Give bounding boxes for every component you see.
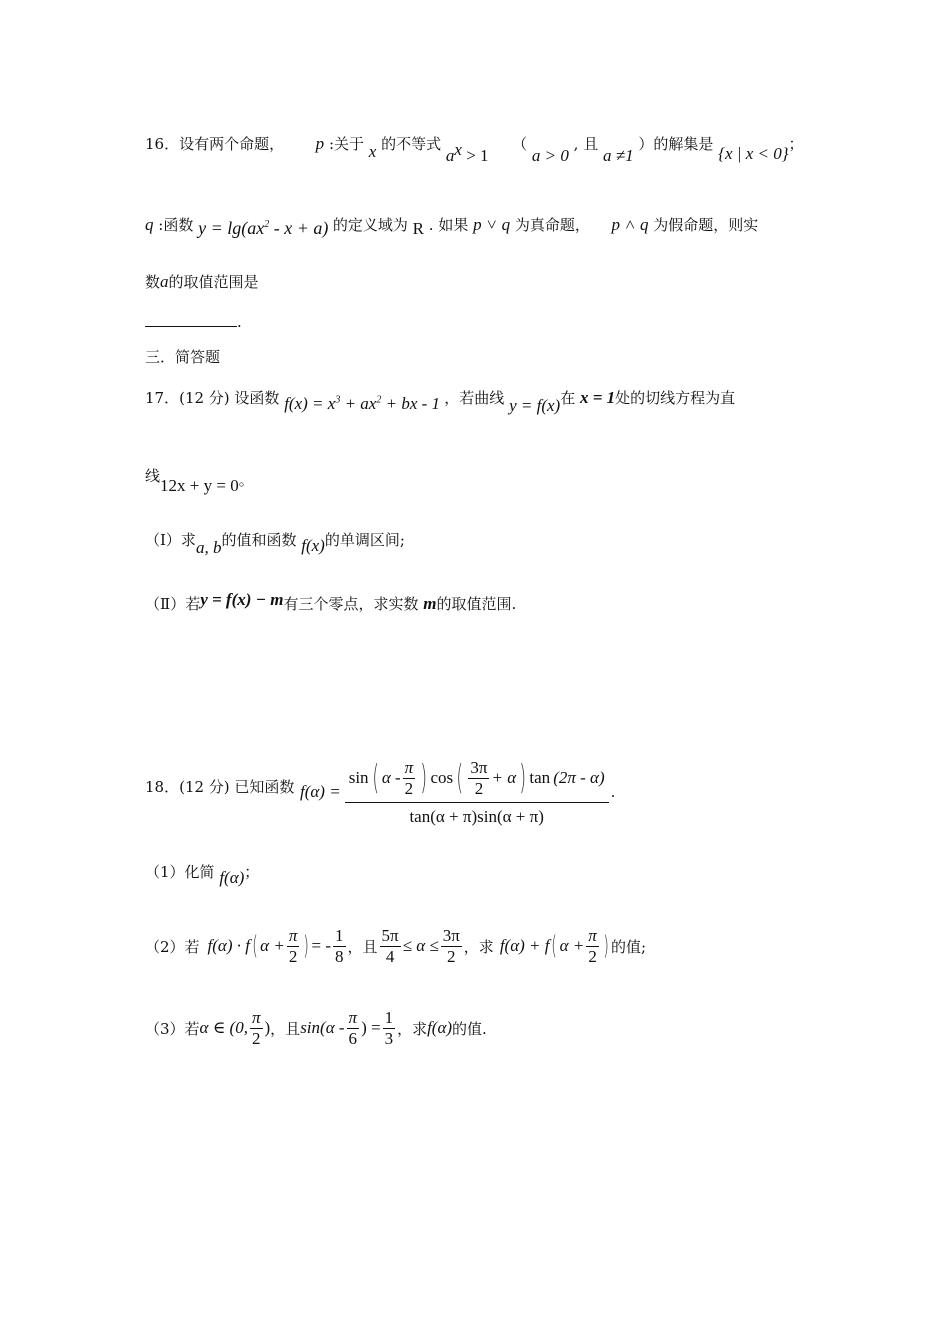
q17-tangent-text: 处的切线方程为直 [615, 389, 736, 407]
q18-numerator: sin ( α - $\frac{\pi}{2}$ ) cos ( $\frac{3\pi}{2}$ + α ) tan (2π - α) [345, 758, 609, 803]
q16-cond-open: （ [512, 135, 528, 153]
q16-false-text: 为假命题，则实 [653, 216, 759, 234]
q16-real-set: R [412, 219, 425, 238]
q17-p1-mid: 的值和函数 [221, 531, 297, 549]
q18-f-alpha: f(α) = [300, 782, 341, 802]
q18-end: . [610, 783, 616, 802]
q16-domain-text: 的定义域为 [332, 216, 408, 234]
q18-p1-f: f(α) [219, 868, 245, 887]
q18-denominator: tan(α + π)sin(α + π) [409, 807, 544, 827]
q16-ineq-exp: x [454, 140, 462, 159]
q16-p-label: p [315, 134, 325, 153]
q16-q-label: q [145, 215, 154, 234]
q16-end: . [237, 313, 242, 331]
q17-tangent-eq: 12x + y = 0 [160, 476, 239, 495]
q17-p1-end: 的单调区间; [324, 531, 405, 549]
q17-number: 17．(12 分) 设函数 [145, 389, 280, 407]
q16-if-text: . 如果 [428, 216, 469, 234]
q18-p1-label: （1）化简 [145, 863, 215, 881]
q17-curve: y = f(x) [509, 396, 561, 415]
q17-p2-end: 的取值范围. [436, 595, 517, 613]
q17-p2-label: （Ⅱ）若 [145, 595, 201, 613]
q16-cond-a: a > 0 [531, 146, 569, 165]
q16-semicolon: ； [788, 135, 804, 153]
q16-p-text: :关于 [328, 135, 364, 153]
q16-cond-close: ）的解集是 [638, 135, 714, 153]
section-title: 三．简答题 [145, 348, 221, 366]
q17-p1-vars: a, b [195, 538, 222, 557]
q18-number: 18．(12 分) 已知函数 [145, 778, 295, 796]
q18-p2-f: f(α) · f [207, 936, 250, 956]
q16-line-1 [145, 128, 804, 165]
q17-x-eq-1: x = 1 [579, 388, 616, 407]
q16-line3-a: 数 [145, 273, 161, 291]
q18-part-2: （2）若 f(α) · f ( α + $\frac{\pi}{2}$ ) = - $\frac{1}{8}$ ，且 $\frac{5\pi}{4}$ ≤ α ≤ $\frac{3\pi}{2}$ ，求 f(α) + f ( α + $\frac{\pi}{2}$ ) 的值; [145, 926, 647, 966]
q18-p1-end: ； [244, 863, 260, 881]
q17-line-2 [145, 466, 254, 495]
q17-p2-m: m [423, 594, 437, 613]
q16-solution-set: {x | x < 0} [718, 144, 789, 163]
q16-ineq-base: a [445, 146, 455, 165]
q17-at: 在 [560, 389, 576, 407]
q18-main-fraction [345, 758, 609, 827]
q16-ineq-rhs: > 1 [461, 146, 489, 165]
q17-comma: ，若曲线 [444, 389, 505, 407]
q16-line3-b: 的取值范围是 [168, 273, 259, 291]
answer-blank[interactable] [145, 312, 237, 327]
q16-function: $y = \lg(ax^2 - x + a)$ [198, 218, 329, 238]
q16-cond-b: a ≠1 [603, 146, 634, 165]
q16-cond-mid: , 且 [573, 135, 599, 153]
q16-or-expr: p ˅ q [473, 215, 511, 234]
q16-line-2 [145, 214, 758, 236]
q16-and-expr: p ˄ q [611, 215, 649, 234]
q16-x-var: x [368, 142, 377, 161]
q16-true-text: 为真命题， [514, 216, 590, 234]
q18-part-1 [145, 862, 260, 887]
q16-a-var: a [160, 272, 169, 291]
q18-part-3: （3）若 α ∈ (0, $\frac{\pi}{2}$ ) ，且 sin(α - $\frac{\pi}{6}$ ) = $\frac{1}{3}$ ，求 f(α) 的值. [145, 1008, 487, 1048]
q18-p3-label: （3）若 [145, 1019, 200, 1038]
q18-formula [300, 758, 615, 827]
q16-answer-line [145, 312, 242, 331]
q17-p2-expr: y = f(x) − m [200, 590, 284, 609]
q17-line2-a: 线 [145, 467, 161, 485]
q17-part-2 [145, 590, 517, 614]
q16-ineq-text: 的不等式 [381, 135, 442, 153]
q17-line-1 [145, 388, 736, 415]
q16-q-text: :函数 [158, 216, 194, 234]
q17-p2-mid: 有三个零点，求实数 [283, 595, 419, 613]
q16-line-3 [145, 272, 259, 292]
q17-p1-label: （Ⅰ）求 [145, 531, 196, 549]
q17-line2-end: 。 [238, 471, 254, 489]
q18-p2-label: （2）若 [145, 937, 200, 956]
q17-p1-f: f(x) [301, 536, 325, 555]
q16-number: 16．设有两个命题， [145, 135, 285, 153]
q17-function: $f(x) = x^3 + ax^2$ + bx - 1 [284, 394, 441, 413]
q17-part-1 [145, 530, 405, 557]
